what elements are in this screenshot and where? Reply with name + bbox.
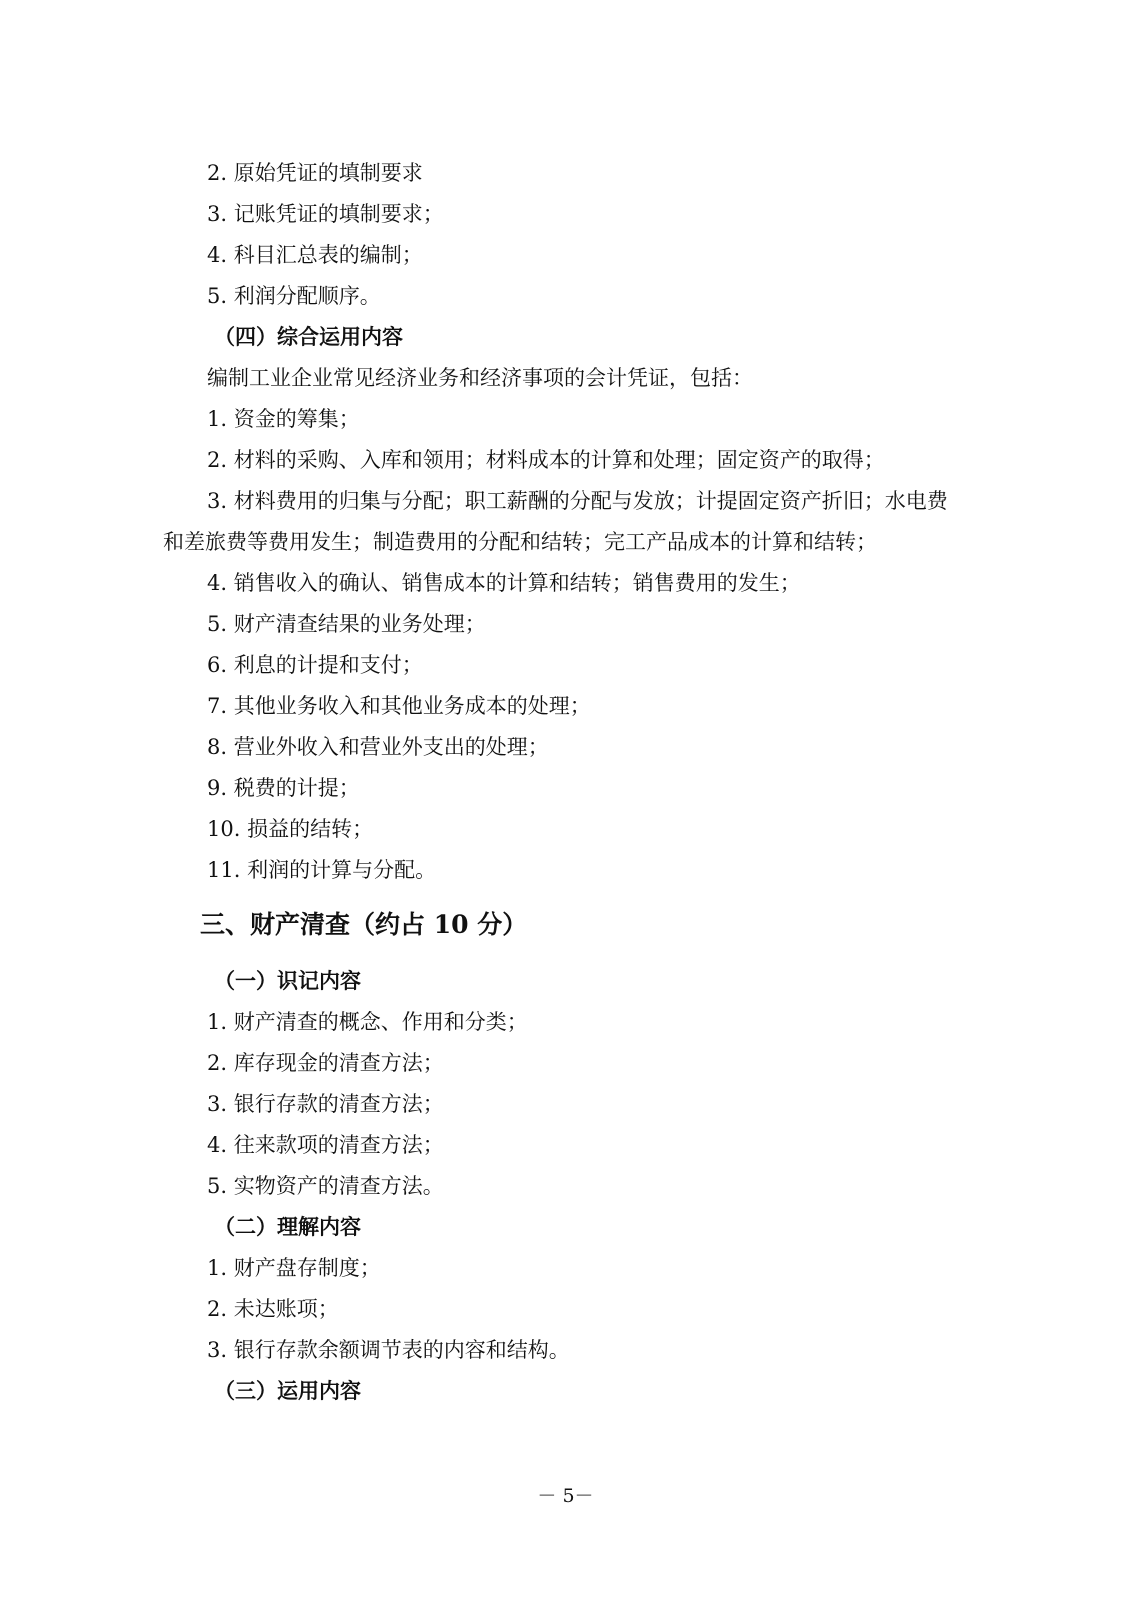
subsection-heading: （三）运用内容 xyxy=(214,1378,361,1403)
list-item: 7. 其他业务收入和其他业务成本的处理； xyxy=(207,694,591,718)
list-item: 3. 材料费用的归集与分配；职工薪酬的分配与发放；计提固定资产折旧；水电费 xyxy=(207,489,948,513)
list-item: 5. 财产清查结果的业务处理； xyxy=(207,612,486,636)
list-item: 1. 资金的筹集； xyxy=(207,407,360,431)
list-item: 5. 实物资产的清查方法。 xyxy=(207,1174,444,1198)
list-item: 4. 销售收入的确认、销售成本的计算和结转；销售费用的发生； xyxy=(207,571,801,595)
paragraph-intro: 编制工业企业常见经济业务和经济事项的会计凭证，包括： xyxy=(207,366,753,390)
list-item-continuation: 和差旅费等费用发生；制造费用的分配和结转；完工产品成本的计算和结转； xyxy=(163,530,877,554)
list-item: 3. 银行存款的清查方法； xyxy=(207,1092,444,1116)
subsection-heading: （一）识记内容 xyxy=(214,968,361,993)
list-item: 4. 科目汇总表的编制； xyxy=(207,243,423,267)
list-item: 2. 材料的采购、入库和领用；材料成本的计算和处理；固定资产的取得； xyxy=(207,448,885,472)
page-number: － 5－ xyxy=(537,1485,594,1507)
list-item: 6. 利息的计提和支付； xyxy=(207,653,423,677)
list-item: 3. 记账凭证的填制要求； xyxy=(207,202,444,226)
list-item: 1. 财产清查的概念、作用和分类； xyxy=(207,1010,528,1034)
list-item: 10. 损益的结转； xyxy=(207,817,374,841)
list-item: 2. 原始凭证的填制要求 xyxy=(207,161,423,185)
list-item: 5. 利润分配顺序。 xyxy=(207,284,381,308)
list-item: 11. 利润的计算与分配。 xyxy=(207,858,437,882)
subsection-heading: （四）综合运用内容 xyxy=(214,324,403,349)
subsection-heading: （二）理解内容 xyxy=(214,1214,361,1239)
list-item: 4. 往来款项的清查方法； xyxy=(207,1133,444,1157)
list-item: 8. 营业外收入和营业外支出的处理； xyxy=(207,735,549,759)
list-item: 9. 税费的计提； xyxy=(207,776,360,800)
section-title: 三、财产清查（约占 10 分） xyxy=(200,910,528,939)
list-item: 3. 银行存款余额调节表的内容和结构。 xyxy=(207,1338,570,1362)
list-item: 1. 财产盘存制度； xyxy=(207,1256,381,1280)
list-item: 2. 库存现金的清查方法； xyxy=(207,1051,444,1075)
list-item: 2. 未达账项； xyxy=(207,1297,339,1321)
